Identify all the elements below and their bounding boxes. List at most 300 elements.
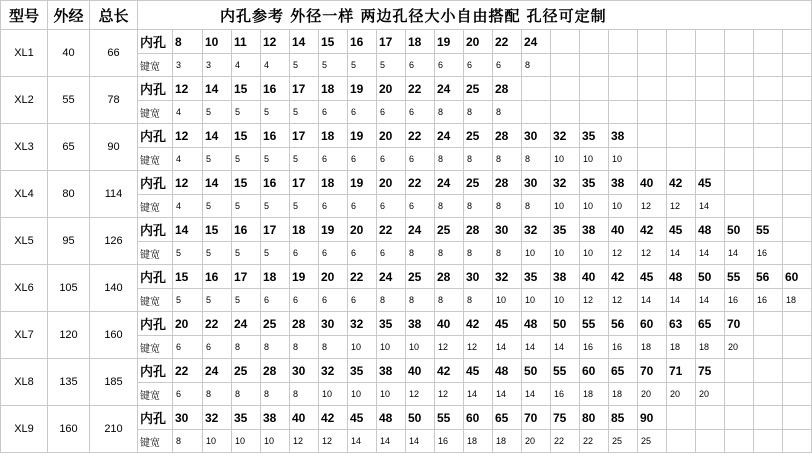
model-cell: XL1 (1, 30, 48, 77)
empty-cell (696, 54, 725, 77)
bore-value: 20 (464, 30, 493, 54)
bore-value: 16 (348, 30, 377, 54)
key-width-label: 键宽 (138, 383, 173, 406)
bore-value: 20 (377, 171, 406, 195)
bore-value: 20 (348, 218, 377, 242)
bore-value: 17 (290, 124, 319, 148)
empty-cell (725, 359, 754, 383)
bore-value: 22 (406, 171, 435, 195)
bore-label: 内孔 (138, 77, 173, 101)
key-width-value: 16 (580, 336, 609, 359)
empty-cell (667, 148, 696, 171)
bore-value: 55 (754, 218, 783, 242)
bore-value: 17 (232, 265, 261, 289)
key-width-value: 5 (261, 242, 290, 265)
key-width-value: 8 (173, 430, 203, 453)
bore-value: 19 (348, 77, 377, 101)
bore-value: 28 (464, 218, 493, 242)
empty-cell (754, 148, 783, 171)
bore-value: 14 (290, 30, 319, 54)
key-width-value: 3 (203, 54, 232, 77)
key-width-value: 3 (173, 54, 203, 77)
bore-value: 42 (435, 359, 464, 383)
key-width-value: 8 (464, 242, 493, 265)
key-width-value: 8 (522, 148, 551, 171)
bore-value: 48 (696, 218, 725, 242)
empty-cell (638, 77, 667, 101)
empty-cell (725, 124, 754, 148)
empty-cell (696, 430, 725, 453)
key-width-value: 5 (290, 148, 319, 171)
key-width-value: 6 (348, 289, 377, 312)
bore-value: 19 (348, 171, 377, 195)
bore-value: 18 (290, 218, 319, 242)
bore-value: 32 (319, 359, 348, 383)
bore-value: 16 (232, 218, 261, 242)
bore-value: 55 (551, 359, 580, 383)
header-note: 内孔参考 外径一样 两边孔径大小自由搭配 孔径可定制 (138, 1, 812, 30)
key-width-value: 14 (522, 336, 551, 359)
bore-value: 32 (493, 265, 522, 289)
empty-cell (638, 30, 667, 54)
bore-value: 24 (406, 218, 435, 242)
empty-cell (754, 77, 783, 101)
bore-value: 71 (667, 359, 696, 383)
key-width-value: 5 (232, 289, 261, 312)
key-width-value: 10 (522, 289, 551, 312)
key-width-value: 16 (551, 383, 580, 406)
bore-value: 30 (464, 265, 493, 289)
bore-value: 19 (290, 265, 319, 289)
key-width-value: 5 (290, 54, 319, 77)
key-width-value: 20 (638, 383, 667, 406)
bore-value: 22 (203, 312, 232, 336)
empty-cell (754, 195, 783, 218)
model-cell: XL2 (1, 77, 48, 124)
key-width-value: 4 (173, 195, 203, 218)
bore-label: 内孔 (138, 265, 173, 289)
bore-value: 35 (348, 359, 377, 383)
bore-value: 42 (667, 171, 696, 195)
total-length-cell: 210 (90, 406, 138, 453)
bore-value: 32 (522, 218, 551, 242)
key-width-value: 10 (580, 242, 609, 265)
bore-value: 24 (435, 77, 464, 101)
bore-value: 28 (493, 124, 522, 148)
bore-value: 56 (754, 265, 783, 289)
bore-value: 22 (348, 265, 377, 289)
empty-cell (551, 101, 580, 124)
key-width-value: 5 (261, 148, 290, 171)
model-cell: XL4 (1, 171, 48, 218)
key-width-value: 6 (348, 195, 377, 218)
bore-value: 65 (493, 406, 522, 430)
empty-cell (638, 148, 667, 171)
key-width-value: 18 (580, 383, 609, 406)
bore-value: 45 (638, 265, 667, 289)
key-width-value: 5 (319, 54, 348, 77)
spec-row-bore (1, 265, 812, 289)
bore-value: 22 (377, 218, 406, 242)
key-width-value: 6 (377, 195, 406, 218)
empty-cell (696, 30, 725, 54)
model-cell: XL9 (1, 406, 48, 453)
bore-value: 70 (638, 359, 667, 383)
bore-value: 38 (261, 406, 290, 430)
key-width-value: 6 (377, 242, 406, 265)
empty-cell (580, 54, 609, 77)
key-width-value: 12 (290, 430, 319, 453)
key-width-label: 键宽 (138, 54, 173, 77)
outer-diameter-cell: 160 (48, 406, 90, 453)
empty-cell (754, 312, 783, 336)
bore-value: 15 (232, 124, 261, 148)
bore-value: 15 (319, 30, 348, 54)
bore-value: 42 (319, 406, 348, 430)
key-width-value: 12 (638, 242, 667, 265)
total-length-cell: 126 (90, 218, 138, 265)
bore-value: 32 (348, 312, 377, 336)
bore-value: 42 (464, 312, 493, 336)
bore-value: 16 (203, 265, 232, 289)
key-width-value: 6 (464, 54, 493, 77)
key-width-value: 10 (609, 148, 638, 171)
bore-value: 45 (667, 218, 696, 242)
key-width-value: 5 (290, 195, 319, 218)
bore-value: 28 (261, 359, 290, 383)
key-width-value: 8 (435, 242, 464, 265)
key-width-value: 20 (696, 383, 725, 406)
empty-cell (725, 171, 754, 195)
key-width-value: 10 (377, 336, 406, 359)
bore-value: 65 (696, 312, 725, 336)
bore-value: 12 (261, 30, 290, 54)
key-width-value: 5 (203, 242, 232, 265)
header-total-length: 总长 (90, 1, 138, 30)
key-width-value: 18 (464, 430, 493, 453)
key-width-value: 5 (173, 242, 203, 265)
header-row (1, 1, 812, 30)
key-width-value: 8 (290, 336, 319, 359)
bore-value: 55 (725, 265, 754, 289)
empty-cell (667, 124, 696, 148)
key-width-value: 12 (319, 430, 348, 453)
bore-value: 22 (406, 124, 435, 148)
bore-value: 19 (319, 218, 348, 242)
empty-cell (725, 430, 754, 453)
bore-value: 19 (348, 124, 377, 148)
empty-cell (609, 101, 638, 124)
outer-diameter-cell: 105 (48, 265, 90, 312)
key-width-value: 6 (203, 336, 232, 359)
key-width-value: 18 (696, 336, 725, 359)
empty-cell (783, 195, 812, 218)
bore-value: 30 (493, 218, 522, 242)
bore-value: 25 (232, 359, 261, 383)
spec-row-bore (1, 312, 812, 336)
model-cell: XL8 (1, 359, 48, 406)
key-width-value: 6 (435, 54, 464, 77)
bore-value: 45 (696, 171, 725, 195)
model-cell: XL5 (1, 218, 48, 265)
bore-value: 50 (696, 265, 725, 289)
empty-cell (725, 406, 754, 430)
empty-cell (754, 430, 783, 453)
bore-value: 32 (203, 406, 232, 430)
bore-value: 12 (173, 77, 203, 101)
outer-diameter-cell: 40 (48, 30, 90, 77)
bore-value: 48 (493, 359, 522, 383)
empty-cell (667, 101, 696, 124)
empty-cell (609, 77, 638, 101)
bore-value: 14 (173, 218, 203, 242)
bore-value: 28 (435, 265, 464, 289)
bore-value: 50 (725, 218, 754, 242)
key-width-value: 6 (406, 148, 435, 171)
header-outer-diameter: 外经 (48, 1, 90, 30)
empty-cell (725, 54, 754, 77)
empty-cell (725, 101, 754, 124)
bore-value: 35 (522, 265, 551, 289)
bore-value: 16 (261, 124, 290, 148)
bore-label: 内孔 (138, 124, 173, 148)
bore-value: 22 (406, 77, 435, 101)
key-width-value: 6 (348, 101, 377, 124)
key-width-value: 14 (522, 383, 551, 406)
key-width-value: 20 (725, 336, 754, 359)
empty-cell (783, 383, 812, 406)
bore-value: 48 (377, 406, 406, 430)
model-cell: XL6 (1, 265, 48, 312)
empty-cell (783, 336, 812, 359)
empty-cell (754, 101, 783, 124)
bore-value: 18 (319, 77, 348, 101)
key-width-value: 10 (377, 383, 406, 406)
bore-value: 15 (232, 171, 261, 195)
bore-value: 8 (173, 30, 203, 54)
bore-value: 30 (522, 171, 551, 195)
bore-value: 30 (522, 124, 551, 148)
key-width-value: 4 (173, 148, 203, 171)
bore-value: 55 (580, 312, 609, 336)
bore-value: 20 (377, 77, 406, 101)
key-width-value: 5 (203, 195, 232, 218)
key-width-value: 10 (232, 430, 261, 453)
total-length-cell: 90 (90, 124, 138, 171)
bore-value: 30 (173, 406, 203, 430)
bore-value: 42 (638, 218, 667, 242)
key-width-value: 6 (406, 101, 435, 124)
bore-value: 48 (522, 312, 551, 336)
bore-value: 80 (580, 406, 609, 430)
spec-row-bore (1, 406, 812, 430)
empty-cell (522, 77, 551, 101)
bore-value: 18 (319, 171, 348, 195)
key-width-value: 5 (173, 289, 203, 312)
empty-cell (638, 54, 667, 77)
bore-label: 内孔 (138, 312, 173, 336)
key-width-value: 8 (232, 336, 261, 359)
bore-value: 30 (290, 359, 319, 383)
bore-label: 内孔 (138, 30, 173, 54)
key-width-value: 5 (232, 242, 261, 265)
key-width-label: 键宽 (138, 101, 173, 124)
bore-value: 50 (522, 359, 551, 383)
spec-row-bore (1, 359, 812, 383)
key-width-value: 20 (522, 430, 551, 453)
key-width-value: 6 (406, 195, 435, 218)
bore-value: 17 (377, 30, 406, 54)
empty-cell (783, 430, 812, 453)
outer-diameter-cell: 95 (48, 218, 90, 265)
key-width-value: 20 (667, 383, 696, 406)
outer-diameter-cell: 80 (48, 171, 90, 218)
key-width-value: 10 (319, 383, 348, 406)
key-width-value: 6 (348, 242, 377, 265)
bore-value: 17 (290, 171, 319, 195)
bore-value: 38 (406, 312, 435, 336)
key-width-value: 5 (348, 54, 377, 77)
bore-value: 75 (551, 406, 580, 430)
key-width-value: 6 (319, 101, 348, 124)
key-width-value: 8 (464, 148, 493, 171)
bore-value: 60 (464, 406, 493, 430)
key-width-value: 5 (203, 101, 232, 124)
total-length-cell: 114 (90, 171, 138, 218)
empty-cell (551, 30, 580, 54)
bore-value: 14 (203, 171, 232, 195)
empty-cell (638, 124, 667, 148)
bore-value: 16 (261, 171, 290, 195)
bore-label: 内孔 (138, 359, 173, 383)
key-width-value: 6 (406, 54, 435, 77)
spec-row-bore (1, 124, 812, 148)
bore-value: 45 (348, 406, 377, 430)
key-width-value: 6 (290, 289, 319, 312)
key-width-value: 8 (377, 289, 406, 312)
key-width-value: 8 (464, 289, 493, 312)
empty-cell (696, 101, 725, 124)
bore-value: 35 (580, 124, 609, 148)
bore-value: 63 (667, 312, 696, 336)
key-width-value: 8 (406, 289, 435, 312)
key-width-value: 6 (493, 54, 522, 77)
empty-cell (551, 54, 580, 77)
bore-label: 内孔 (138, 218, 173, 242)
bore-value: 45 (493, 312, 522, 336)
bore-value: 28 (493, 171, 522, 195)
empty-cell (783, 406, 812, 430)
bore-label: 内孔 (138, 171, 173, 195)
key-width-value: 14 (638, 289, 667, 312)
key-width-value: 8 (435, 195, 464, 218)
key-width-value: 10 (348, 336, 377, 359)
key-width-value: 6 (173, 336, 203, 359)
bore-value: 60 (580, 359, 609, 383)
key-width-value: 10 (551, 148, 580, 171)
key-width-value: 12 (667, 195, 696, 218)
key-width-value: 8 (435, 148, 464, 171)
bore-value: 22 (173, 359, 203, 383)
bore-value: 20 (173, 312, 203, 336)
empty-cell (580, 101, 609, 124)
key-width-value: 18 (493, 430, 522, 453)
key-width-value: 12 (406, 383, 435, 406)
key-width-value: 10 (348, 383, 377, 406)
bore-value: 22 (493, 30, 522, 54)
key-width-value: 8 (406, 242, 435, 265)
model-cell: XL3 (1, 124, 48, 171)
total-length-cell: 160 (90, 312, 138, 359)
key-width-value: 8 (493, 242, 522, 265)
key-width-value: 6 (319, 289, 348, 312)
bore-value: 56 (609, 312, 638, 336)
bore-value: 40 (406, 359, 435, 383)
bore-value: 16 (261, 77, 290, 101)
key-width-value: 12 (435, 383, 464, 406)
key-width-value: 14 (348, 430, 377, 453)
key-width-value: 16 (725, 289, 754, 312)
bore-value: 18 (261, 265, 290, 289)
key-width-value: 6 (377, 101, 406, 124)
bore-value: 14 (203, 124, 232, 148)
empty-cell (783, 30, 812, 54)
empty-cell (754, 124, 783, 148)
bore-value: 40 (609, 218, 638, 242)
key-width-value: 10 (493, 289, 522, 312)
empty-cell (696, 77, 725, 101)
bore-value: 19 (435, 30, 464, 54)
key-width-value: 8 (261, 383, 290, 406)
key-width-value: 14 (696, 195, 725, 218)
key-width-value: 6 (173, 383, 203, 406)
key-width-value: 8 (522, 54, 551, 77)
bore-value: 50 (551, 312, 580, 336)
key-width-value: 5 (232, 195, 261, 218)
key-width-value: 18 (609, 383, 638, 406)
bore-value: 15 (232, 77, 261, 101)
empty-cell (783, 218, 812, 242)
bore-value: 20 (319, 265, 348, 289)
empty-cell (609, 54, 638, 77)
key-width-value: 8 (435, 101, 464, 124)
bore-value: 25 (435, 218, 464, 242)
key-width-value: 14 (464, 383, 493, 406)
empty-cell (783, 312, 812, 336)
bore-value: 48 (667, 265, 696, 289)
empty-cell (638, 101, 667, 124)
empty-cell (580, 30, 609, 54)
key-width-value: 4 (173, 101, 203, 124)
key-width-value: 6 (261, 289, 290, 312)
empty-cell (754, 30, 783, 54)
empty-cell (609, 30, 638, 54)
bore-value: 35 (232, 406, 261, 430)
bore-value: 32 (551, 124, 580, 148)
bore-value: 35 (377, 312, 406, 336)
key-width-value: 6 (319, 242, 348, 265)
empty-cell (754, 383, 783, 406)
key-width-value: 10 (203, 430, 232, 453)
spec-row-bore (1, 77, 812, 101)
bore-value: 35 (551, 218, 580, 242)
bore-value: 12 (173, 124, 203, 148)
bore-label: 内孔 (138, 406, 173, 430)
bore-value: 70 (522, 406, 551, 430)
bore-value: 11 (232, 30, 261, 54)
empty-cell (754, 54, 783, 77)
key-width-value: 6 (348, 148, 377, 171)
